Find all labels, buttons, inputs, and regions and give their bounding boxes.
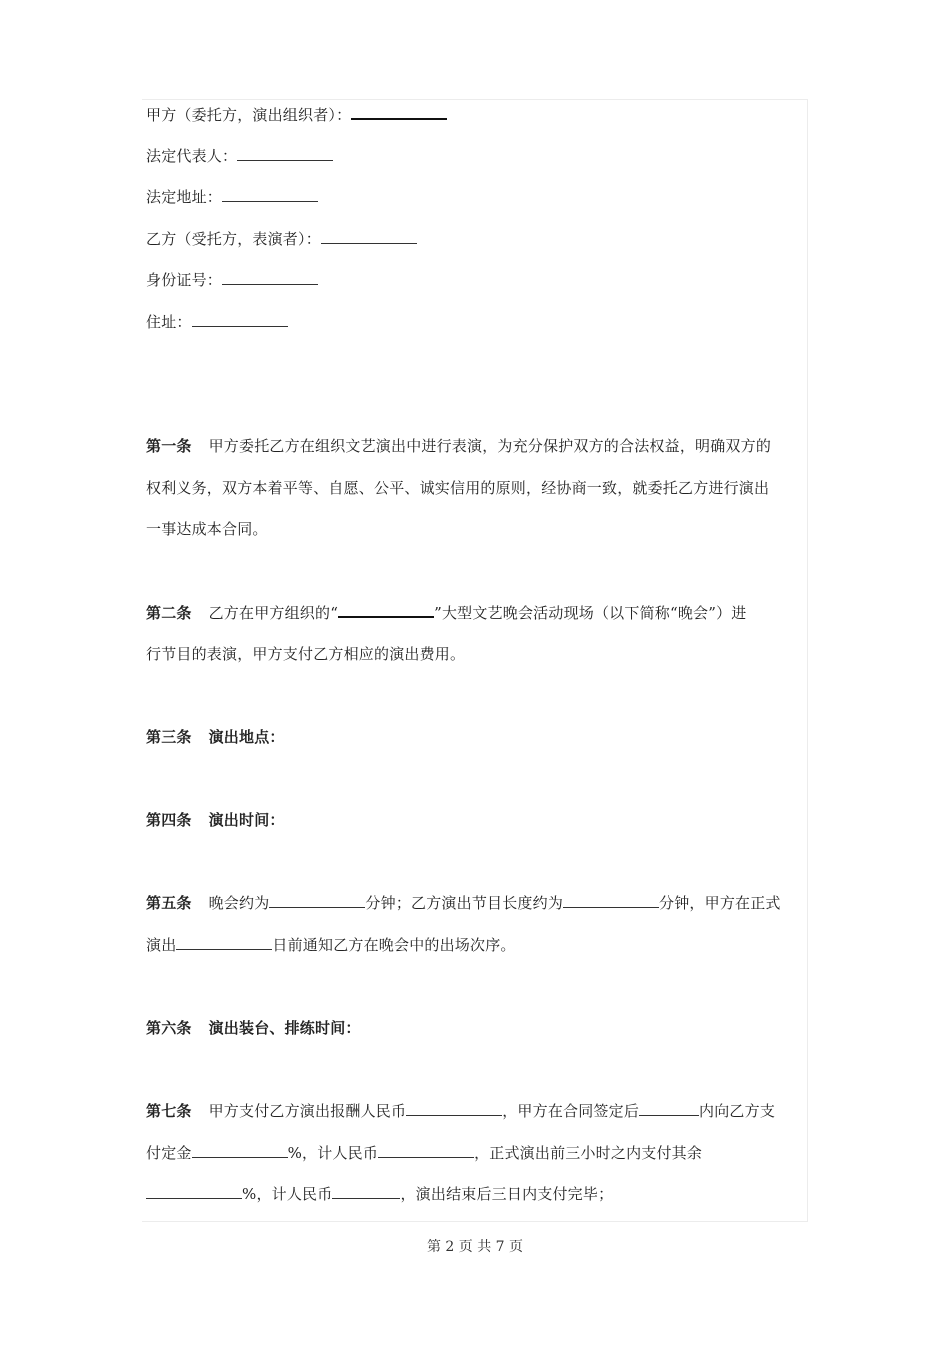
gala-duration-blank bbox=[269, 893, 365, 908]
balance-percent-blank bbox=[146, 1184, 242, 1199]
party-b-label: 乙方（受托方，表演者）： bbox=[146, 230, 321, 248]
article-1-text-2: 权利义务，双方本着平等、自愿、公平、诚实信用的原则，经协商一致，就委托乙方进行演出 bbox=[146, 479, 770, 497]
article-6-line bbox=[146, 1018, 361, 1038]
article-5-text-2b: 日前通知乙方在晚会中的出场次序。 bbox=[272, 936, 516, 954]
legal-address-blank bbox=[222, 187, 318, 202]
notice-days-blank bbox=[176, 935, 272, 950]
article-1-line-1 bbox=[146, 436, 771, 456]
article-4-title: 演出时间： bbox=[208, 811, 285, 829]
article-5-text-1a: 晚会约为 bbox=[208, 894, 270, 912]
legal-rep-line bbox=[146, 146, 333, 166]
article-7-heading: 第七条 bbox=[146, 1102, 192, 1120]
article-1-heading: 第一条 bbox=[146, 437, 192, 455]
id-number-label: 身份证号： bbox=[146, 271, 223, 289]
program-duration-blank bbox=[563, 893, 659, 908]
deposit-percent-blank bbox=[192, 1143, 288, 1158]
article-5-text-1c: 分钟，甲方在正式 bbox=[659, 894, 781, 912]
article-2-text-1a: 乙方在甲方组织的“ bbox=[208, 604, 339, 622]
article-7-line-2 bbox=[146, 1143, 702, 1163]
deposit-amount-blank bbox=[378, 1143, 474, 1158]
legal-rep-blank bbox=[237, 146, 333, 161]
article-7-text-1c: 内向乙方支 bbox=[699, 1102, 776, 1120]
article-7-line-3 bbox=[146, 1184, 613, 1204]
article-3-title: 演出地点： bbox=[208, 728, 285, 746]
party-a-blank bbox=[351, 104, 447, 120]
article-2-text-2: 行节目的表演，甲方支付乙方相应的演出费用。 bbox=[146, 645, 466, 663]
article-7-text-3b: ，演出结束后三日内支付完毕； bbox=[400, 1185, 614, 1203]
article-1-text-1: 甲方委托乙方在组织文艺演出中进行表演，为充分保护双方的合法权益，明确双方的 bbox=[208, 437, 772, 455]
article-1-text-3: 一事达成本合同。 bbox=[146, 520, 268, 538]
event-name-blank bbox=[338, 602, 434, 618]
article-5-text-1b: 分钟；乙方演出节目长度约为 bbox=[365, 894, 564, 912]
address-blank bbox=[192, 312, 288, 327]
legal-rep-label: 法定代表人： bbox=[146, 147, 238, 165]
article-7-text-1a: 甲方支付乙方演出报酬人民币 bbox=[208, 1102, 407, 1120]
legal-address-label: 法定地址： bbox=[146, 188, 223, 206]
deposit-days-blank bbox=[639, 1101, 699, 1116]
article-5-line-2 bbox=[146, 935, 516, 955]
article-7-text-3a: %，计人民币 bbox=[242, 1185, 333, 1203]
id-number-line bbox=[146, 270, 318, 290]
article-5-text-2a: 演出 bbox=[146, 936, 177, 954]
article-2-line-1 bbox=[146, 602, 747, 623]
article-5-heading: 第五条 bbox=[146, 894, 192, 912]
article-7-text-2c: ，正式演出前三小时之内支付其余 bbox=[474, 1144, 703, 1162]
legal-address-line bbox=[146, 187, 318, 207]
party-b-line bbox=[146, 229, 417, 249]
party-a-label: 甲方（委托方，演出组织者）： bbox=[146, 106, 352, 124]
article-7-text-2b: %，计人民币 bbox=[287, 1144, 379, 1162]
party-a-line bbox=[146, 104, 447, 125]
article-1-line-3 bbox=[146, 519, 268, 539]
id-number-blank bbox=[222, 270, 318, 285]
article-7-text-2a: 付定金 bbox=[146, 1144, 192, 1162]
fee-amount-blank bbox=[406, 1101, 502, 1116]
address-label: 住址： bbox=[146, 313, 192, 331]
page-number: 第 2 页 共 7 页 bbox=[426, 1239, 524, 1255]
article-6-title: 演出装台、排练时间： bbox=[208, 1019, 361, 1037]
article-7-line-1 bbox=[146, 1101, 775, 1121]
article-4-heading: 第四条 bbox=[146, 811, 192, 829]
address-line bbox=[146, 312, 288, 332]
article-3-line bbox=[146, 727, 285, 747]
article-2-text-1b: ”大型文艺晚会活动现场（以下简称“晚会”）进 bbox=[434, 604, 747, 622]
article-7-text-1b: ，甲方在合同签定后 bbox=[502, 1102, 640, 1120]
article-4-line bbox=[146, 810, 285, 830]
article-6-heading: 第六条 bbox=[146, 1019, 192, 1037]
article-1-line-2 bbox=[146, 478, 769, 498]
article-3-heading: 第三条 bbox=[146, 728, 192, 746]
balance-amount-blank bbox=[332, 1184, 400, 1199]
article-5-line-1 bbox=[146, 893, 781, 913]
article-2-heading: 第二条 bbox=[146, 604, 192, 622]
article-2-line-2 bbox=[146, 644, 465, 664]
party-b-blank bbox=[321, 229, 417, 244]
